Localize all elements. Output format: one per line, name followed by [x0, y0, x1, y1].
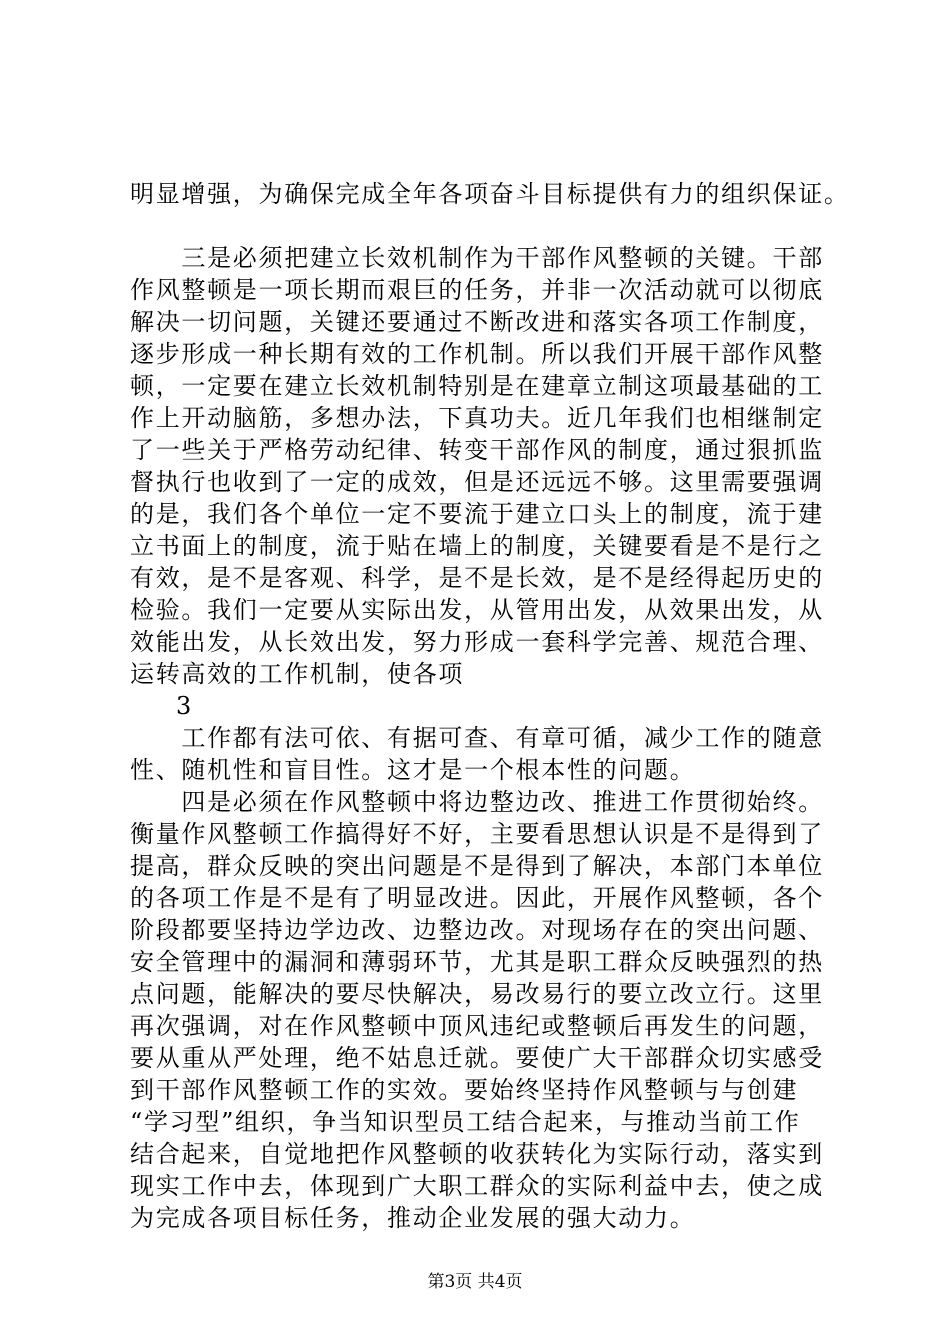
page-number-marker: 3: [176, 692, 192, 720]
text-line: 阶段都要坚持边学边改、边整边改。对现场存在的突出问题、: [130, 916, 824, 944]
text-line: 安全管理中的漏洞和薄弱环节，尤其是职工群众反映强烈的热: [130, 948, 824, 976]
text-line: 工作都有法可依、有据可查、有章可循，减少工作的随意: [130, 724, 824, 752]
text-line: 作上开动脑筋，多想办法，下真功夫。近几年我们也相继制定: [130, 404, 824, 432]
text-line: 效能出发，从长效出发，努力形成一套科学完善、规范合理、: [130, 628, 824, 656]
text-line: 作风整顿是一项长期而艰巨的任务，并非一次活动就可以彻底: [130, 276, 824, 304]
text-line: 检验。我们一定要从实际出发，从管用出发，从效果出发，从: [130, 596, 824, 624]
text-line: 性、随机性和盲目性。这才是一个根本性的问题。: [130, 756, 696, 784]
text-line: 到干部作风整顿工作的实效。要始终坚持作风整顿与与创建: [130, 1076, 799, 1104]
text-line: 运转高效的工作机制，使各项: [130, 660, 465, 688]
text-line: 督执行也收到了一定的成效，但是还远远不够。这里需要强调: [130, 468, 824, 496]
text-line: “学习型”组织，争当知识型员工结合起来，与推动当前工作: [130, 1108, 801, 1136]
text-line: 现实工作中去，体现到广大职工群众的实际利益中去，使之成: [130, 1172, 824, 1200]
text-line: 提高，群众反映的突出问题是不是得到了解决，本部门本单位: [130, 852, 824, 880]
text-line: 结合起来，自觉地把作风整顿的收获转化为实际行动，落实到: [130, 1140, 824, 1168]
text-line: 四是必须在作风整顿中将边整边改、推进工作贯彻始终。: [130, 788, 824, 816]
text-line: 再次强调，对在作风整顿中顶风违纪或整顿后再发生的问题，: [130, 1012, 824, 1040]
page-footer: 第3页 共4页: [427, 1272, 523, 1292]
text-line: 的各项工作是不是有了明显改进。因此，开展作风整顿，各个: [130, 884, 824, 912]
text-line: 点问题，能解决的要尽快解决，易改易行的要立改立行。这里: [130, 980, 824, 1008]
text-line: 明显增强，为确保完成全年各项奋斗目标提供有力的组织保证。: [130, 180, 850, 208]
text-line: 要从重从严处理，绝不姑息迁就。要使广大干部群众切实感受: [130, 1044, 824, 1072]
text-line: 逐步形成一种长期有效的工作机制。所以我们开展干部作风整: [130, 340, 824, 368]
text-line: 为完成各项目标任务，推动企业发展的强大动力。: [130, 1204, 696, 1232]
text-line: 有效，是不是客观、科学，是不是长效，是不是经得起历史的: [130, 564, 824, 592]
text-line: 解决一切问题，关键还要通过不断改进和落实各项工作制度，: [130, 308, 824, 336]
text-line: 衡量作风整顿工作搞得好不好，主要看思想认识是不是得到了: [130, 820, 824, 848]
text-line: 三是必须把建立长效机制作为干部作风整顿的关键。干部: [130, 244, 824, 272]
text-line: 立书面上的制度，流于贴在墙上的制度，关键要看是不是行之: [130, 532, 824, 560]
text-line: 了一些关于严格劳动纪律、转变干部作风的制度，通过狠抓监: [130, 436, 824, 464]
text-line: 的是，我们各个单位一定不要流于建立口头上的制度，流于建: [130, 500, 824, 528]
text-line: 顿，一定要在建立长效机制特别是在建章立制这项最基础的工: [130, 372, 824, 400]
